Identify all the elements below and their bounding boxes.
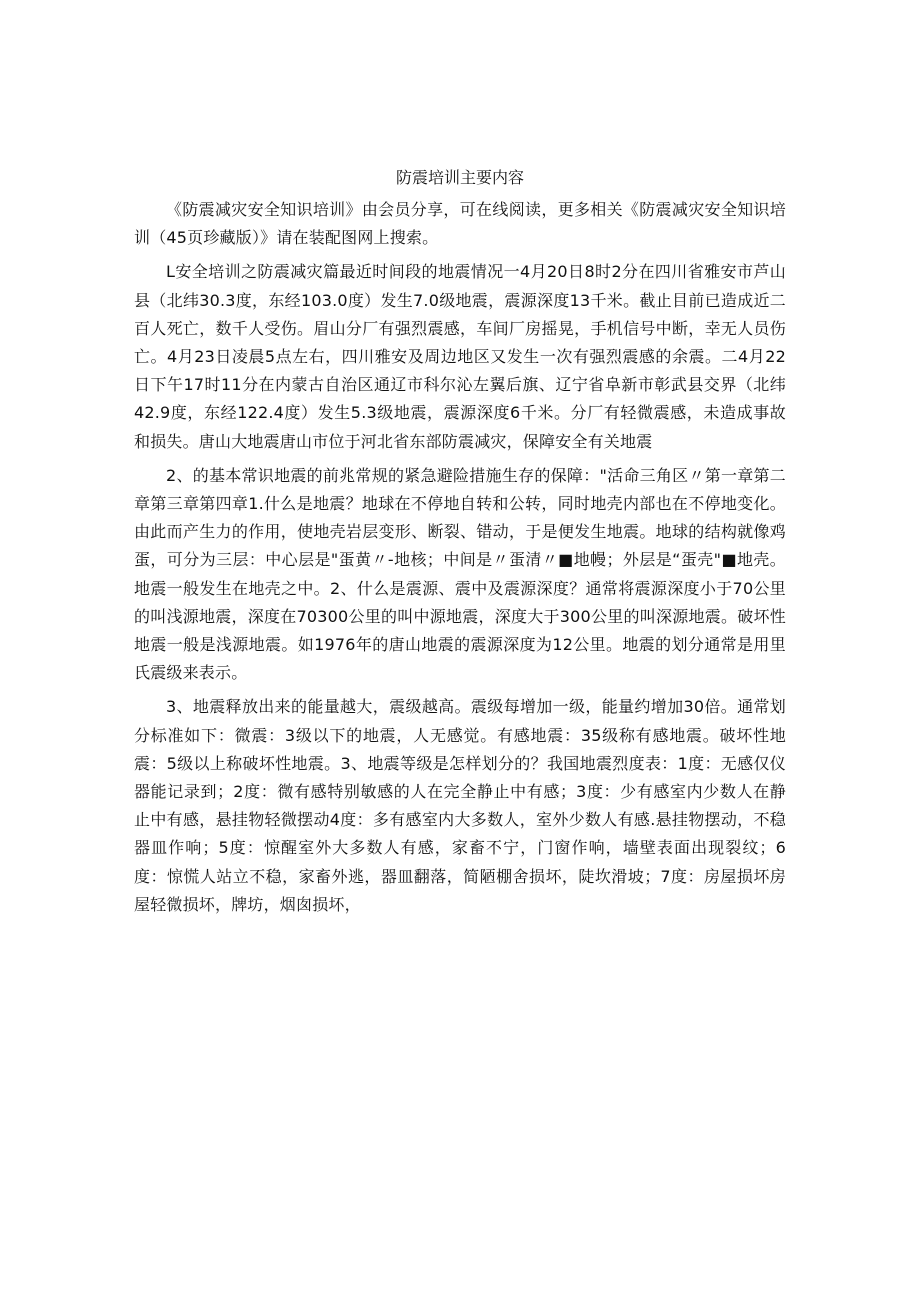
document-title: 防震培训主要内容 xyxy=(395,168,524,187)
paragraph-magnitude-intensity: 3、地震释放出来的能量越大，震级越高。震级每增加一级，能量约增加30倍。通常划分标准如下：微震：3级以下的地震，人无感觉。有感地震：35级称有感地震。破坏性地震：5级以上称破坏性地震。3、地震等级是怎样划分的？我国地震烈度表：1度：无感仅仪器能记录到；2度：微有感特别敏感的人在完全静止中有感；3度：少有感室内少数人在静止中有感，悬挂物轻微摆动4度：多有感室内大多数人，室外少数人有感.悬挂物摆动，不稳器皿作响；5度：惊醒室外大多数人有感，家畜不宁，门窗作响，墙壁表面出现裂纹；6度：惊慌人站立不稳，家畜外逃，器皿翻落，简陋棚舍损坏，陡坎滑坡；7度：房屋损坏房屋轻微损坏，牌坊，烟囱损坏， xyxy=(134,697,786,914)
paragraph-intro: 《防震减灾安全知识培训》由会员分享，可在线阅读，更多相关《防震减灾安全知识培训（45页珍藏版）》请在装配图网上搜索。 xyxy=(134,200,786,248)
paragraph-earthquake-basics: 2、的基本常识地震的前兆常规的紧急避险措施生存的保障："活命三角区〃第一章第二章第三章第四章1.什么是地震？地球在不停地自转和公转，同时地壳内部也在不停地变化。由此而产生力的作用，使地壳岩层变形、断裂、错动，于是便发生地震。地球的结构就像鸡蛋，可分为三层：中心层是"蛋黄〃-地核；中间是〃蛋清〃■地幔；外层是“蛋壳"■地壳。地震一般发生在地壳之中。2、什么是震源、震中及震源深度？通常将震源深度小于70公里的叫浅源地震，深度在70300公里的叫中源地震，深度大于300公里的叫深源地震。破坏性地震一般是浅源地震。如1976年的唐山地震的震源深度为12公里。地震的划分通常是用里氏震级来表示。 xyxy=(134,465,786,683)
document-body xyxy=(134,196,786,925)
paragraph-recent-earthquakes: L安全培训之防震减灾篇最近时间段的地震情况一4月20日8时2分在四川省雅安市芦山县（北纬30.3度，东经103.0度）发生7.0级地震，震源深度13千米。截止目前已造成近二百人死亡，数千人受伤。眉山分厂有强烈震感，车间厂房摇晃，手机信号中断，幸无人员伤亡。4月23日凌晨5点左右，四川雅安及周边地区又发生一次有强烈震感的余震。二4月22日下午17时11分在内蒙古自治区通辽市科尔沁左翼后旗、辽宁省阜新市彰武县交界（北纬42.9度，东经122.4度）发生5.3级地震，震源深度6千米。分厂有轻微震感，未造成事故和损失。唐山大地震唐山市位于河北省东部防震减灾，保障安全有关地震 xyxy=(134,262,786,451)
